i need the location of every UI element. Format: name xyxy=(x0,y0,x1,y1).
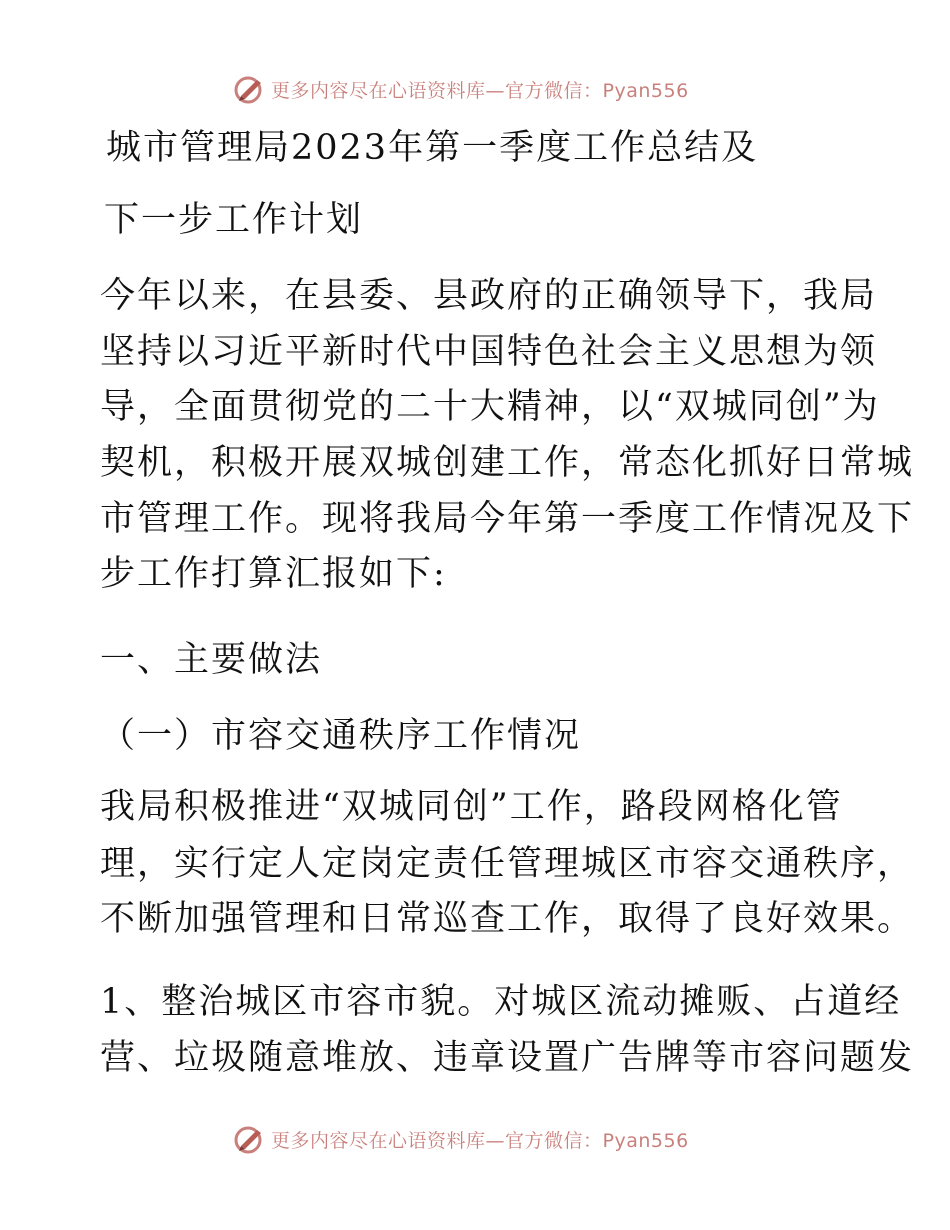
para3-line-2: 营、垃圾随意堆放、违章设置广告牌等市容问题发 xyxy=(100,1038,915,1078)
watermark-text: 更多内容尽在心语资料库—官方微信：Pyan556 xyxy=(271,79,689,102)
para2-line-3: 不断加强管理和日常巡查工作，取得了良好效果。 xyxy=(100,899,915,939)
para3-line-1: 1、整治城区市容市貌。对城区流动摊贩、占道经 xyxy=(100,982,902,1022)
intro-line-3: 导，全面贯彻党的二十大精神，以“双城同创”为 xyxy=(100,387,880,427)
section-heading-1: 一、主要做法 xyxy=(100,640,323,680)
para2-line-2: 理，实行定人定岗定责任管理城区市容交通秩序， xyxy=(100,844,915,884)
title-line-1: 城市管理局2023年第一季度工作总结及 xyxy=(106,128,759,168)
title-line-2: 下一步工作计划 xyxy=(104,200,364,240)
pen-logo-icon xyxy=(233,74,267,104)
intro-line-5: 市管理工作。现将我局今年第一季度工作情况及下 xyxy=(100,499,915,539)
intro-line-1: 今年以来，在县委、县政府的正确领导下，我局 xyxy=(100,276,878,316)
intro-line-4: 契机，积极开展双城创建工作，常态化抓好日常城 xyxy=(100,443,915,483)
watermark-banner-bottom xyxy=(233,1124,713,1154)
intro-line-6: 步工作打算汇报如下: xyxy=(100,554,447,594)
subsection-heading-1: （一）市容交通秩序工作情况 xyxy=(100,716,582,756)
pen-logo-icon xyxy=(233,1124,267,1154)
watermark-banner-top xyxy=(233,74,713,104)
watermark-text: 更多内容尽在心语资料库—官方微信：Pyan556 xyxy=(271,1129,689,1152)
para2-line-1: 我局积极推进“双城同创”工作，路段网格化管 xyxy=(100,787,843,827)
intro-line-2: 坚持以习近平新时代中国特色社会主义思想为领 xyxy=(100,332,878,372)
